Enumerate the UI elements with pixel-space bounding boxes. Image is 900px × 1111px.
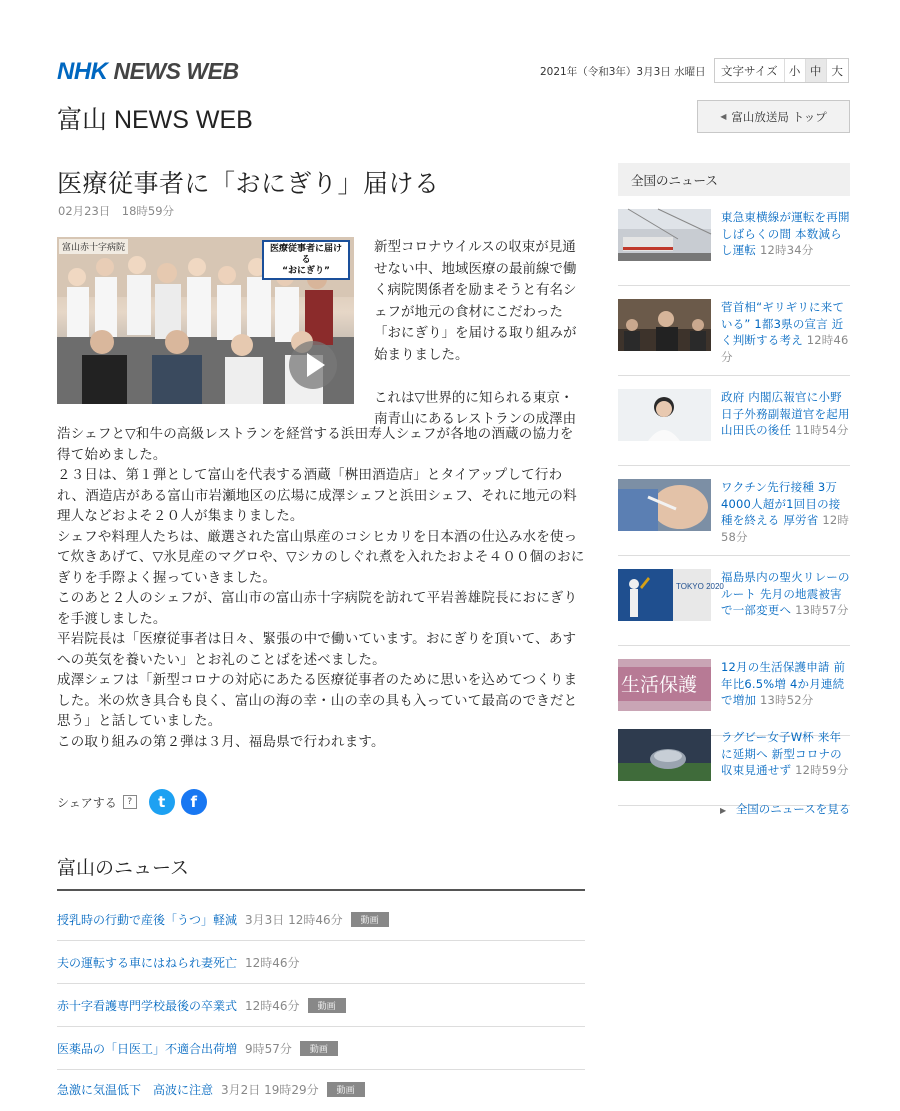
national-news-headline: 菅首相“ギリギリに来ている” 1都3県の宣言 近く判断する考え bbox=[721, 300, 845, 347]
nhk-news-web-logo[interactable] bbox=[57, 58, 239, 84]
facebook-icon[interactable]: f bbox=[181, 789, 207, 815]
lead-paragraph-2: これは▽世界的に知られる東京・南青山にあるレストランの成澤由 bbox=[374, 389, 577, 427]
video-caption bbox=[262, 240, 350, 280]
national-news-title: 全国のニュース bbox=[618, 163, 850, 196]
news-thumbnail[interactable] bbox=[618, 389, 711, 441]
national-news-item[interactable] bbox=[618, 556, 850, 646]
local-news-link[interactable]: 赤十字看護専門学校最後の卒業式 bbox=[57, 998, 238, 1013]
welfare-thumbnail-graphic bbox=[618, 659, 711, 711]
national-news-link[interactable] bbox=[721, 389, 851, 439]
train-thumbnail-graphic bbox=[618, 209, 711, 261]
font-size-large-button[interactable]: 大 bbox=[831, 63, 843, 78]
more-national-news-link[interactable] bbox=[720, 801, 850, 817]
article-paragraph: このあと２人のシェフが、富山市の富山赤十字病院を訪れて平岩善雄院長におにぎりを手渡しました。 bbox=[57, 590, 578, 627]
news-thumbnail[interactable] bbox=[618, 729, 711, 781]
logo-newsweb-text: NEWS WEB bbox=[113, 58, 239, 84]
national-news-link[interactable] bbox=[721, 299, 851, 365]
station-title[interactable]: 富山 NEWS WEB bbox=[57, 106, 253, 134]
national-news-item[interactable] bbox=[618, 286, 850, 376]
local-news-link[interactable]: 医薬品の「日医工」不適合出荷増 bbox=[57, 1041, 238, 1056]
article-lead bbox=[374, 237, 585, 431]
portrait-thumbnail-graphic bbox=[618, 389, 711, 441]
national-news-link[interactable] bbox=[721, 659, 851, 709]
local-news-item[interactable] bbox=[57, 1027, 585, 1070]
article-paragraph: 浩シェフと▽和牛の高級レストランを経営する浜田寿人シェフが各地の酒蔵の協力を得て始めました。 bbox=[57, 426, 574, 463]
local-news-item[interactable] bbox=[57, 984, 585, 1027]
national-news-link[interactable] bbox=[721, 729, 851, 779]
national-news-item[interactable] bbox=[618, 466, 850, 556]
play-icon[interactable] bbox=[287, 339, 339, 391]
video-badge: 動画 bbox=[308, 998, 346, 1013]
video-caption-line2: “おにぎり” bbox=[282, 265, 330, 276]
article-paragraph: シェフや料理人たちは、厳選された富山県産のコシヒカリを日本酒の仕込み水を使って炊きあげて、▽氷見産のマグロや、▽シカのしぐれ煮を入れたおよそ４００個のおにぎりを手際よく握っていきました。 bbox=[57, 528, 585, 586]
font-size-small-button[interactable]: 小 bbox=[785, 59, 806, 82]
national-news-headline: ラグビー女子W杯 来年に延期へ 新型コロナの収束見通せず bbox=[721, 730, 842, 777]
news-thumbnail[interactable] bbox=[618, 659, 711, 711]
national-news-link[interactable] bbox=[721, 479, 851, 545]
video-badge: 動画 bbox=[327, 1082, 365, 1097]
thumb-tokyo2020-text: TOKYO 2020 bbox=[676, 582, 724, 591]
article-paragraph: 成澤シェフは「新型コロナの対応にあたる医療従事者のために思いを込めてつくりました。米の炊き具合も良く、富山の海の幸・山の幸の具も入っていて最高のできだと思う」と話していました。 bbox=[57, 672, 578, 729]
station-top-label: 富山放送局 トップ bbox=[731, 109, 827, 124]
local-news-time: 9時57分 bbox=[245, 1041, 292, 1056]
font-size-medium-button[interactable]: 中 bbox=[806, 59, 827, 82]
vaccine-thumbnail-graphic bbox=[618, 479, 711, 531]
video-caption-line1: 医療従事者に届ける bbox=[269, 244, 342, 265]
article-title: 医療従事者に「おにぎり」届ける bbox=[57, 169, 440, 198]
divider bbox=[57, 889, 585, 891]
local-news-time: 3月3日 12時46分 bbox=[245, 912, 343, 927]
national-news-headline: 福島県内の聖火リレーのルート 先月の地震被害で一部変更へ bbox=[721, 570, 850, 617]
news-thumbnail[interactable] bbox=[618, 569, 724, 621]
article-published-time: 02月23日 18時59分 bbox=[58, 204, 175, 218]
logo-nhk-text: NHK bbox=[57, 58, 108, 85]
news-thumbnail[interactable] bbox=[618, 479, 711, 531]
national-news-headline: 政府 内閣広報官に小野日子外務副報道官を起用 山田氏の後任 bbox=[721, 390, 850, 437]
local-news-time: 12時46分 bbox=[245, 955, 300, 970]
share-label: シェアする bbox=[57, 795, 117, 810]
national-news-time: 12時59分 bbox=[795, 763, 849, 777]
national-news-time: 12時34分 bbox=[759, 243, 814, 257]
diet-thumbnail-graphic bbox=[618, 299, 711, 351]
national-news-time: 13時57分 bbox=[795, 603, 849, 617]
share-bar bbox=[57, 789, 207, 815]
article-body bbox=[57, 424, 585, 752]
national-news-item[interactable] bbox=[618, 716, 850, 806]
national-news-headline: 東急東横線が運転を再開 しばらくの間 本数減らし運転 bbox=[721, 210, 850, 257]
national-news-item[interactable] bbox=[618, 376, 850, 466]
local-news-time: 12時46分 bbox=[245, 998, 300, 1013]
article-video[interactable] bbox=[57, 237, 354, 404]
local-news-link[interactable]: 授乳時の行動で産後「うつ」軽減 bbox=[57, 912, 238, 927]
national-news-item[interactable] bbox=[618, 196, 850, 286]
local-news-title: 富山のニュース bbox=[57, 857, 190, 879]
national-news-link[interactable] bbox=[721, 569, 851, 619]
lead-paragraph: 新型コロナウイルスの収束が見通せない中、地域医療の最前線で働く病院関係者を励まそうと有名シェフが地元の食材にこだわった「おにぎり」を届ける取り組みが始まりました。 bbox=[374, 239, 577, 363]
national-news-link[interactable] bbox=[721, 209, 851, 259]
local-news-link[interactable]: 急激に気温低下 高波に注意 bbox=[57, 1083, 214, 1097]
current-date: 2021年（令和3年）3月3日 水曜日 bbox=[540, 66, 706, 78]
triangle-left-icon: ◀ bbox=[720, 112, 727, 121]
local-news-item[interactable] bbox=[57, 898, 585, 941]
article-paragraph: この取り組みの第２弾は３月、福島県で行われます。 bbox=[57, 733, 385, 750]
more-national-news-label: 全国のニュースを見る bbox=[735, 802, 851, 816]
national-news-time: 12時58分 bbox=[721, 513, 850, 544]
video-badge: 動画 bbox=[351, 912, 389, 927]
national-news-headline: ワクチン先行接種 3万4000人超が1回目の接種を終える 厚労省 bbox=[721, 480, 841, 527]
thumb-welfare-text: 生活保護 bbox=[621, 674, 698, 696]
article-paragraph: ２３日は、第１弾として富山を代表する酒蔵「桝田酒造店」とタイアップして行われ、酒造店がある富山市岩瀬地区の広場に成澤シェフと浜田シェフ、それに地元の料理人などおよそ２０人が集まりました。 bbox=[57, 467, 577, 524]
torch-relay-thumbnail-graphic bbox=[618, 569, 724, 621]
local-news-time: 3月2日 19時29分 bbox=[221, 1083, 319, 1097]
local-news-item[interactable] bbox=[57, 1068, 585, 1111]
local-news-link[interactable]: 夫の運転する車にはねられ妻死亡 bbox=[57, 955, 238, 970]
article-paragraph: 平岩院長は「医療従事者は日々、緊張の中で働いています。おにぎりを頂いて、あすへの英気を養いたい」とお礼のことばを述べました。 bbox=[57, 631, 577, 668]
station-top-button[interactable] bbox=[697, 100, 850, 133]
national-news-time: 12時46分 bbox=[721, 333, 849, 364]
font-size-selector bbox=[714, 58, 849, 83]
share-help-icon[interactable]: ? bbox=[123, 795, 137, 809]
triangle-right-icon: ▶ bbox=[720, 806, 727, 815]
video-badge: 動画 bbox=[300, 1041, 338, 1056]
local-news-item[interactable] bbox=[57, 941, 585, 984]
news-thumbnail[interactable] bbox=[618, 299, 711, 351]
news-thumbnail[interactable] bbox=[618, 209, 711, 261]
national-news-headline: 12月の生活保護申請 前年比6.5%増 4か月連続で増加 bbox=[721, 660, 846, 707]
video-sign-text: 富山赤十字病院 bbox=[59, 239, 128, 254]
font-size-label: 文字サイズ bbox=[715, 59, 785, 82]
national-news-time: 11時54分 bbox=[795, 423, 849, 437]
twitter-icon[interactable]: t bbox=[149, 789, 175, 815]
national-news-time: 13時52分 bbox=[759, 693, 814, 707]
rugby-thumbnail-graphic bbox=[618, 729, 711, 781]
